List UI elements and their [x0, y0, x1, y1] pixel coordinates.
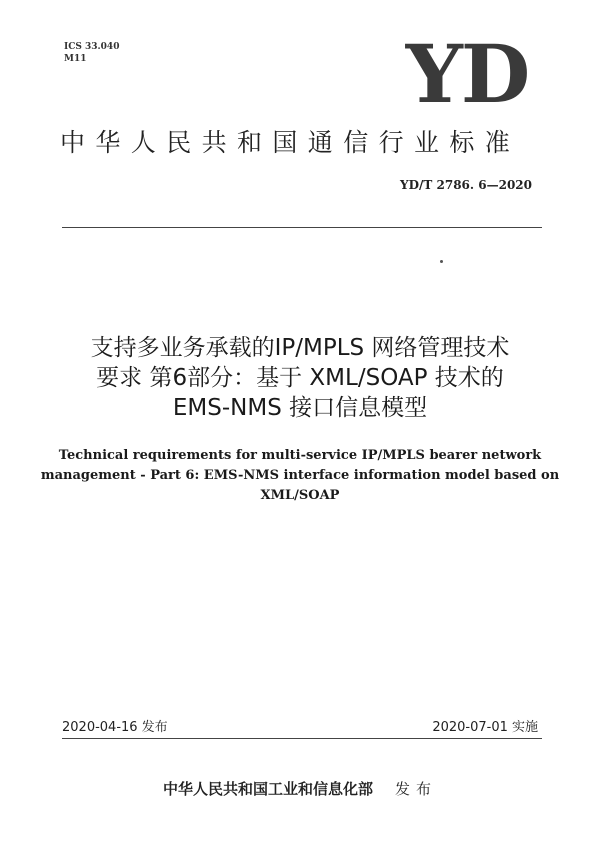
english-title — [40, 446, 560, 506]
yd-logo: YD — [405, 27, 529, 121]
issuer-name: 中华人民共和国工业和信息化部 — [162, 780, 373, 798]
speck-mark — [440, 260, 443, 263]
top-divider — [62, 227, 542, 228]
chinese-title-line-2: 要求 第6部分：基于 XML/SOAP 技术的 — [96, 365, 504, 391]
implementation-date: 2020-07-01 实施 — [432, 720, 538, 735]
bottom-divider — [62, 738, 542, 739]
classification-codes — [64, 41, 119, 65]
industry-standard-heading: 中华人民共和国通信行业标准 — [60, 128, 521, 157]
publish-label: 发布 — [395, 780, 438, 798]
english-title-line-3: XML/SOAP — [260, 488, 340, 503]
issuing-authority — [60, 778, 540, 799]
chinese-title — [40, 333, 560, 423]
ics-code: ICS 33.040 — [64, 42, 120, 52]
issue-date: 2020-04-16 发布 — [62, 720, 168, 735]
standard-code: YD/T 2786. 6—2020 — [400, 178, 532, 192]
english-title-line-2: management - Part 6: EMS-NMS interface information model based on — [40, 468, 560, 483]
chinese-title-line-3: EMS-NMS 接口信息模型 — [172, 395, 428, 421]
ccs-code: M11 — [64, 54, 87, 64]
chinese-title-line-1: 支持多业务承载的IP/MPLS 网络管理技术 — [90, 335, 510, 361]
english-title-line-1: Technical requirements for multi-service IP/MPLS bearer network — [58, 448, 542, 463]
